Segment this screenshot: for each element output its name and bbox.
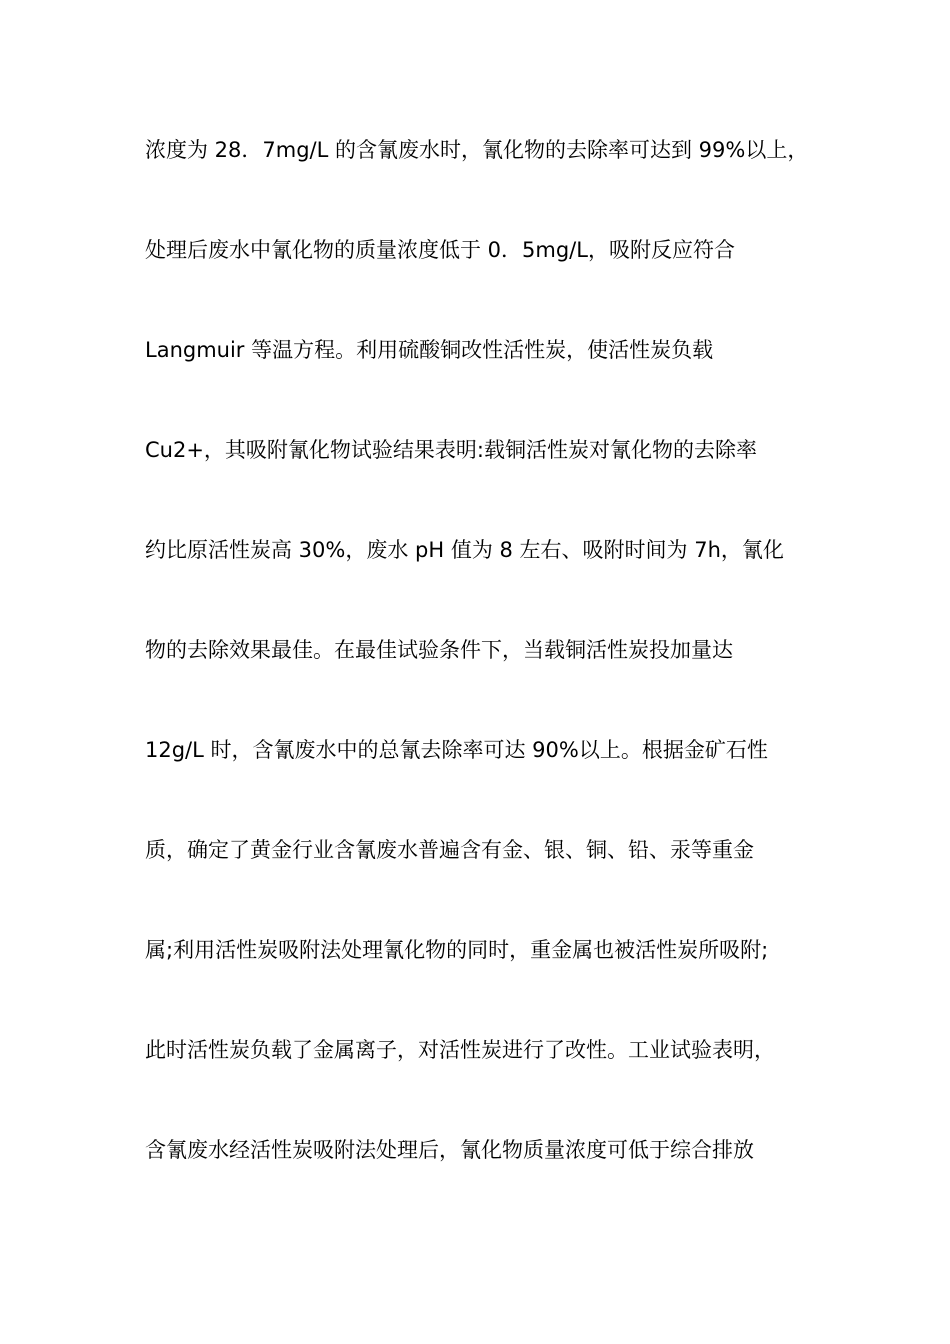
text-line: 此时活性炭负载了金属离子，对活性炭进行了改性。工业试验表明， — [145, 1038, 775, 1062]
text-line: 属;利用活性炭吸附法处理氰化物的同时，重金属也被活性炭所吸附; — [145, 938, 769, 962]
text-line: 约比原活性炭高 30%，废水 pH 值为 8 左右、吸附时间为 7h，氰化 — [145, 538, 784, 562]
text-line: Cu2+，其吸附氰化物试验结果表明:载铜活性炭对氰化物的去除率 — [145, 438, 758, 462]
text-line: Langmuir 等温方程。利用硫酸铜改性活性炭，使活性炭负载 — [145, 338, 714, 362]
text-line: 处理后废水中氰化物的质量浓度低于 0．5mg/L，吸附反应符合 — [145, 238, 735, 262]
text-line: 12g/L 时，含氰废水中的总氰去除率可达 90%以上。根据金矿石性 — [145, 738, 768, 762]
text-line: 含氰废水经活性炭吸附法处理后，氰化物质量浓度可低于综合排放 — [145, 1138, 754, 1162]
text-line: 浓度为 28．7mg/L 的含氰废水时，氰化物的去除率可达到 99%以上， — [145, 138, 809, 162]
text-line: 物的去除效果最佳。在最佳试验条件下，当载铜活性炭投加量达 — [145, 638, 733, 662]
text-line: 质，确定了黄金行业含氰废水普遍含有金、银、铜、铅、汞等重金 — [145, 838, 754, 862]
